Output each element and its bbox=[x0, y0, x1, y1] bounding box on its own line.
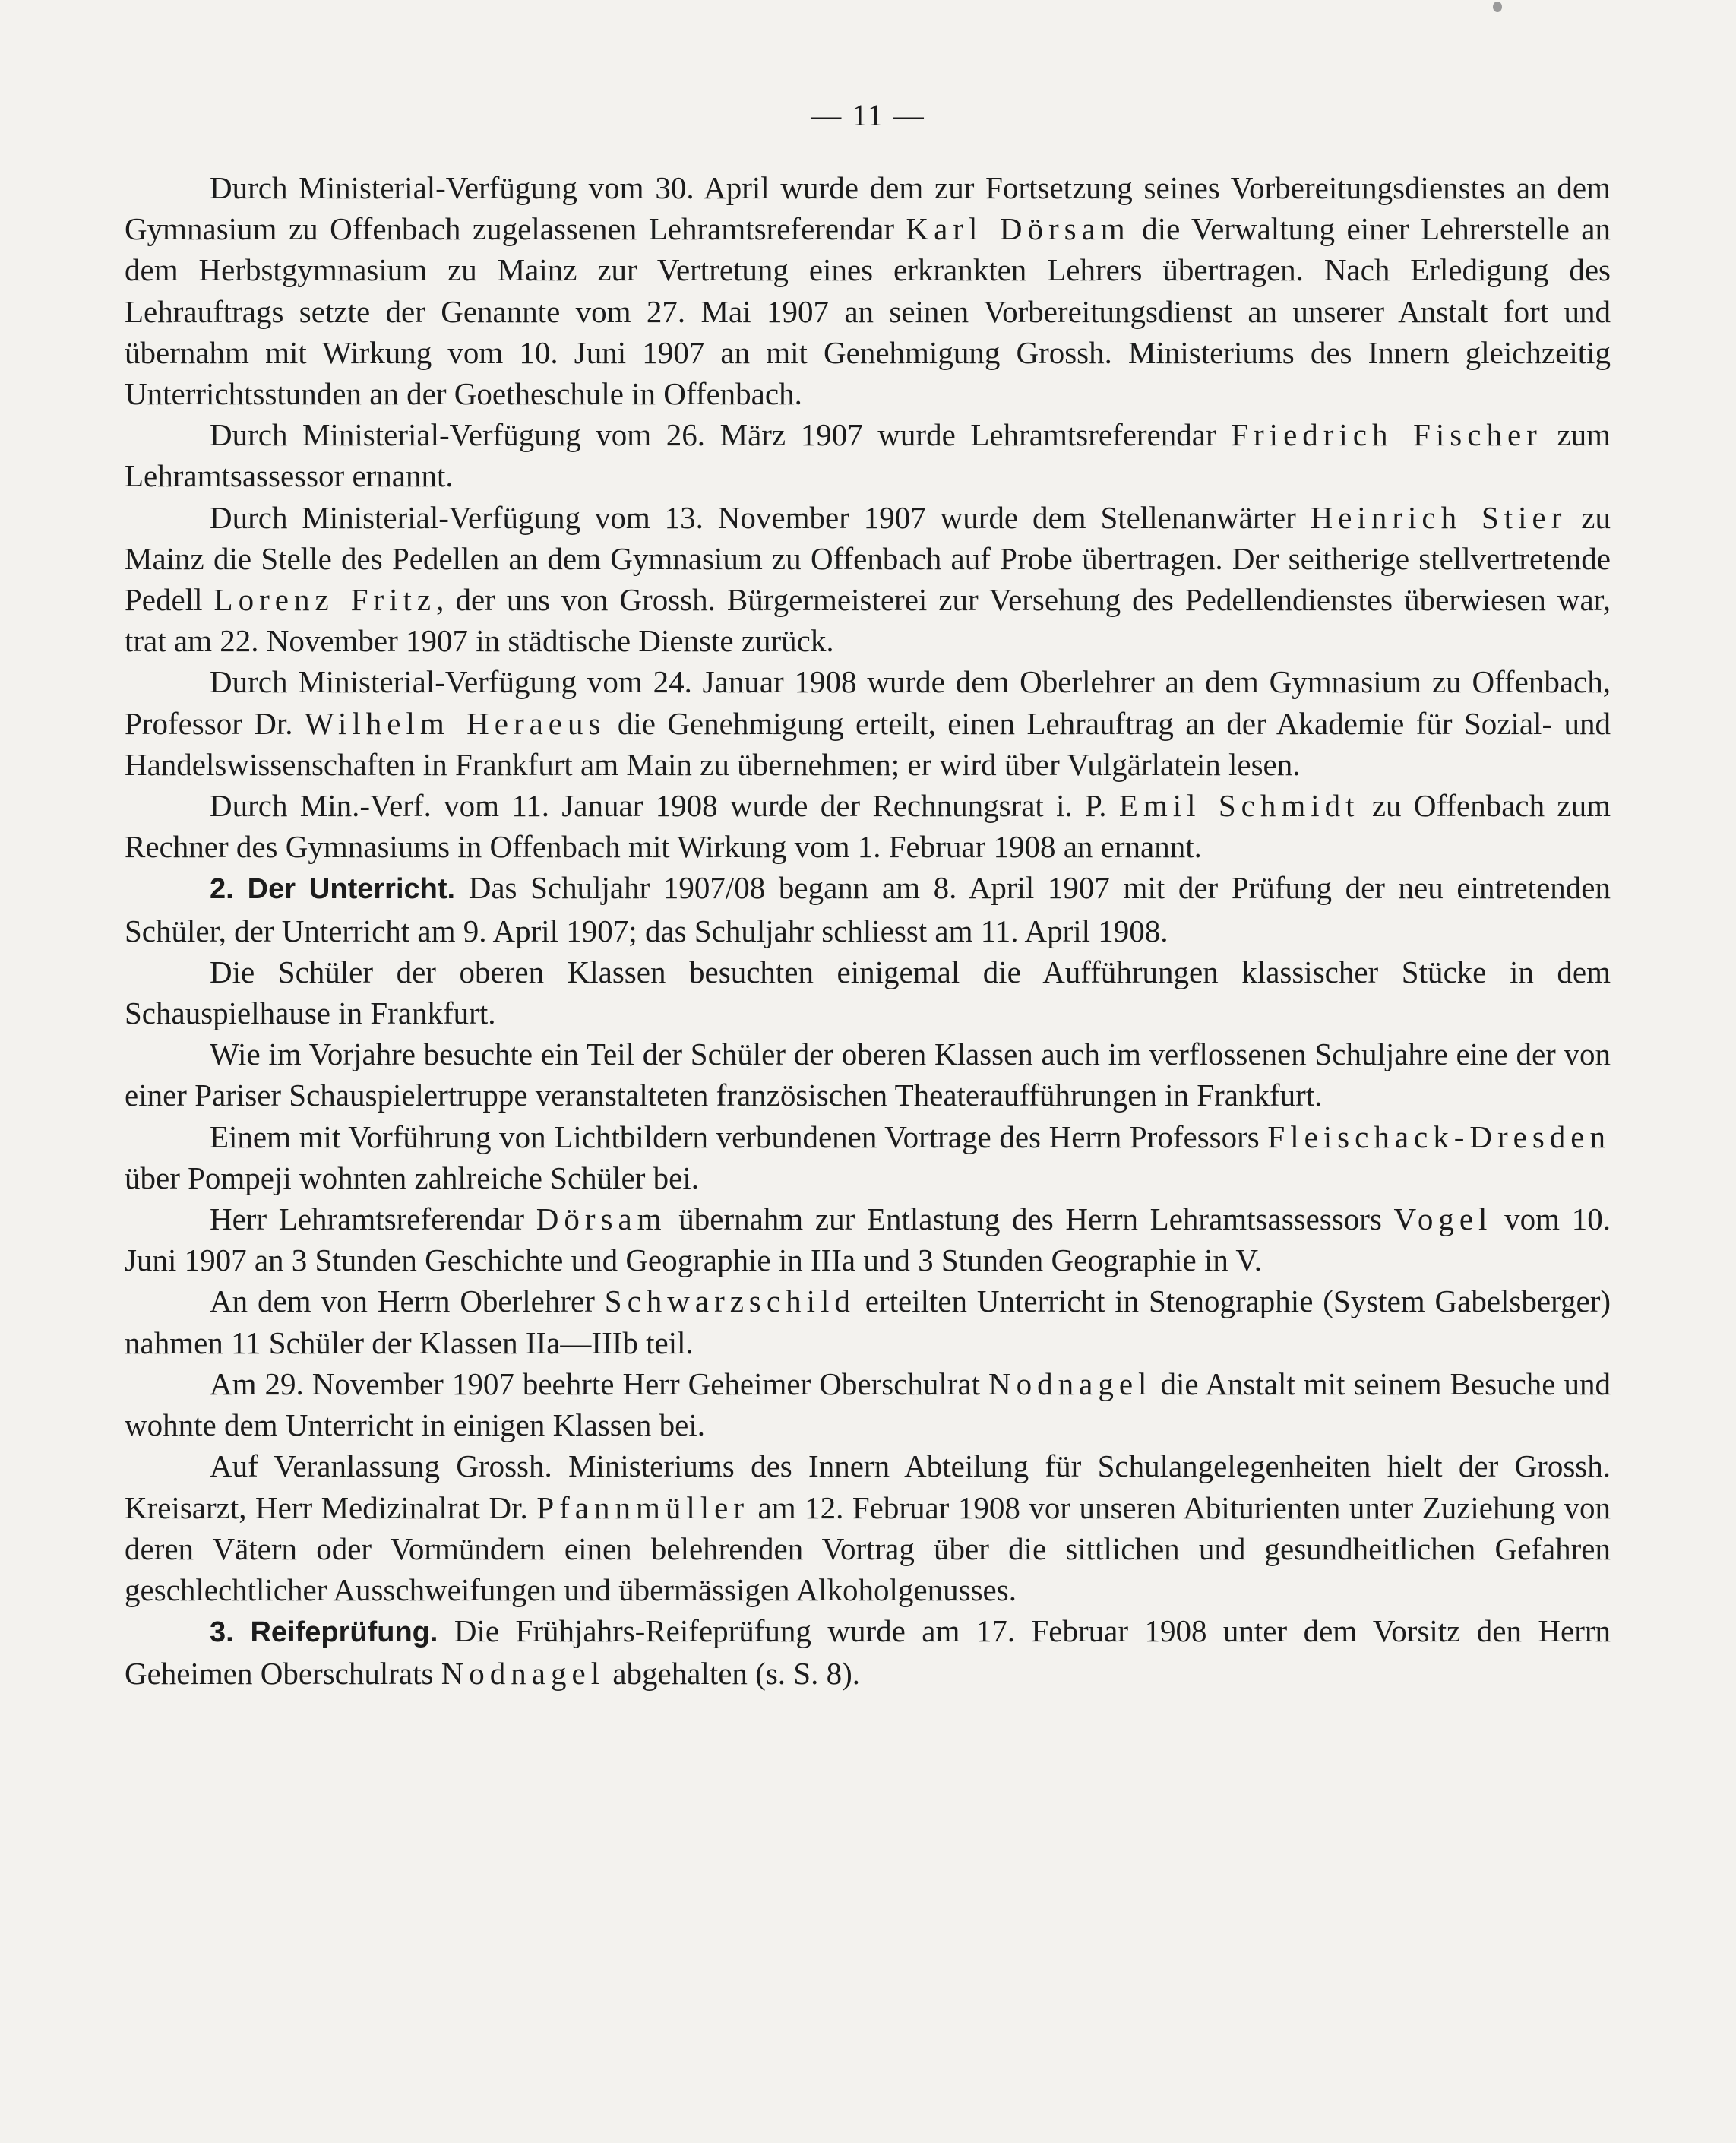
paragraph-9: Einem mit Vorführung von Lichtbildern verbundenen Vortrage des Herrn Professors Fleischack-Dresden über Pompeji wohnten zahlreiche Schüler bei. bbox=[125, 1119, 1611, 1195]
paragraph-13: Auf Veranlassung Grossh. Ministeriums des Innern Abteilung für Schulangelegenheiten hielt der Grossh. Kreisarzt, Herr Medizinalrat Dr. Pfannmüller am 12. Februar 1908 vor unseren Abiturienten unter Zuziehung von deren Vätern oder Vormündern einen belehrenden Vortrag über die sittlichen und gesundheitlichen Gefahren geschlechtlicher Ausschweifungen und übermässigen Alkoholgenusses. bbox=[125, 1448, 1611, 1607]
paragraph-10: Herr Lehramtsreferendar Dörsam übernahm zur Entlastung des Herrn Lehramtsassessors Vogel vom 10. Juni 1907 an 3 Stunden Geschichte und Geographie in IIIa und 3 Stunden Geographie in V. bbox=[125, 1201, 1611, 1278]
spaced-name: Karl Dörsam bbox=[906, 211, 1130, 247]
paragraph-3: Durch Ministerial-Verfügung vom 13. November 1907 wurde dem Stellenanwärter Heinrich Stier zu Mainz die Stelle des Pedellen an dem Gymnasium zu Offenbach auf Probe übertragen. Der seitherige stellvertretende Pedell Lorenz Fritz, der uns von Grossh. Bürgermeisterei zur Versehung des Pedellendienstes überwiesen war, trat am 22. November 1907 in städtische Dienste zurück. bbox=[125, 499, 1611, 659]
page-number: — 11 — bbox=[811, 98, 925, 132]
paragraph-2: Durch Ministerial-Verfügung vom 26. März 1907 wurde Lehramtsreferendar Friedrich Fischer zum Lehramtsassessor ernannt. bbox=[125, 417, 1611, 494]
spaced-name: Schwarzschild bbox=[604, 1284, 855, 1319]
paragraph-7: Die Schüler der oberen Klassen besuchten einigemal die Aufführungen klassischer Stücke in dem Schauspielhause in Frankfurt. bbox=[125, 954, 1611, 1031]
spaced-name: Fleischack-Dresden bbox=[1267, 1119, 1611, 1154]
paragraph-4: Durch Ministerial-Verfügung vom 24. Januar 1908 wurde dem Oberlehrer an dem Gymnasium zu Offenbach, Professor Dr. Wilhelm Heraeus die Genehmigung erteilt, einen Lehrauftrag an der Akademie für Sozial- und Handelswissenschaften in Frankfurt am Main zu übernehmen; er wird über Vulgärlatein lesen. bbox=[125, 664, 1611, 782]
spaced-name: Emil Schmidt bbox=[1118, 788, 1360, 824]
spaced-name: Friedrich Fischer bbox=[1231, 417, 1542, 453]
section-heading: 3. Reifeprüfung. bbox=[210, 1616, 438, 1649]
paragraph-14: 3. Reifeprüfung. Die Frühjahrs-Reifeprüfung wurde am 17. Februar 1908 unter dem Vorsitz den Herrn Geheimen Oberschulrats Nodnagel abgehalten (s. S. 8). bbox=[125, 1613, 1611, 1692]
paragraph-11: An dem von Herrn Oberlehrer Schwarzschild erteilten Unterricht in Stenographie (System Gabelsberger) nahmen 11 Schüler der Klassen IIa—IIIb teil. bbox=[125, 1284, 1611, 1360]
spaced-name: Pfannmüller bbox=[536, 1489, 749, 1525]
spaced-name: Heinrich Stier bbox=[1310, 499, 1567, 535]
paragraph-6: 2. Der Unterricht. Das Schuljahr 1907/08 begann am 8. April 1907 mit der Prüfung der neu eintretenden Schüler, der Unterricht am 9. April 1907; das Schuljahr schliesst am 11. April 1908. bbox=[125, 870, 1611, 948]
paragraph-8: Wie im Vorjahre besuchte ein Teil der Schüler der oberen Klassen auch im verflossenen Schuljahre eine der von einer Pariser Schauspielertruppe veranstalteten französischen Theateraufführungen in Frankfurt. bbox=[125, 1037, 1611, 1113]
body-text bbox=[125, 167, 1611, 1695]
paragraph-5: Durch Min.-Verf. vom 11. Januar 1908 wurde der Rechnungsrat i. P. Emil Schmidt zu Offenbach zum Rechner des Gymnasiums in Offenbach mit Wirkung vom 1. Februar 1908 an ernannt. bbox=[125, 788, 1611, 865]
spaced-name: Vogel bbox=[1393, 1201, 1493, 1237]
spaced-name: Nodnagel bbox=[441, 1656, 606, 1692]
section-heading: 2. Der Unterricht. bbox=[210, 873, 456, 906]
spaced-name: Lorenz Fritz bbox=[213, 582, 437, 618]
paragraph-12: Am 29. November 1907 beehrte Herr Geheimer Oberschulrat Nodnagel die Anstalt mit seinem Besuche und wohnte dem Unterricht in einigen Klassen bei. bbox=[125, 1366, 1611, 1443]
spaced-name: Nodnagel bbox=[988, 1366, 1153, 1401]
scan-speck bbox=[1493, 2, 1502, 12]
paragraph-1: Durch Ministerial-Verfügung vom 30. April wurde dem zur Fortsetzung seines Vorbereitungsdienstes an dem Gymnasium zu Offenbach zugelassenen Lehramtsreferendar Karl Dörsam die Verwaltung einer Lehrerstelle an dem Herbstgymnasium zu Mainz zur Vertretung eines erkrankten Lehrers übertragen. Nach Erledigung des Lehrauftrags setzte der Genannte vom 27. Mai 1907 an seinen Vorbereitungsdienst an unserer Anstalt fort und übernahm mit Wirkung vom 10. Juni 1907 an mit Genehmigung Grossh. Ministeriums des Innern gleichzeitig Unterrichtsstunden an der Goetheschule in Offenbach. bbox=[125, 170, 1611, 412]
spaced-name: Dörsam bbox=[536, 1201, 667, 1237]
spaced-name: Wilhelm Heraeus bbox=[304, 705, 606, 741]
